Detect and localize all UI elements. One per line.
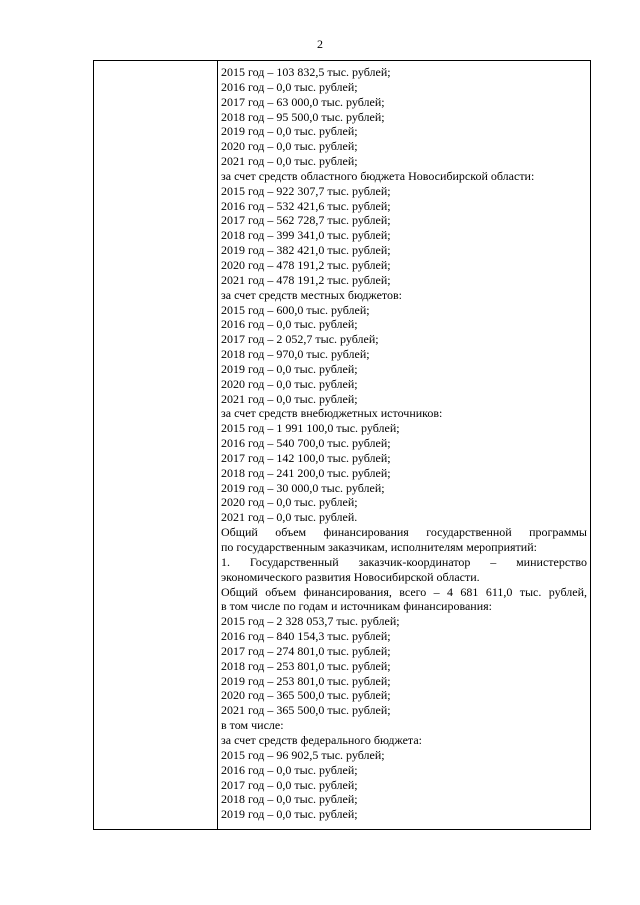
paragraph-customer-line-1: 1. Государственный заказчик-координатор – министерство — [221, 554, 587, 569]
funding-year-row: 2021 год – 365 500,0 тыс. рублей; — [221, 703, 391, 718]
funding-year-row: 2020 год – 365 500,0 тыс. рублей; — [221, 688, 391, 703]
funding-year-row: 2016 год – 0,0 тыс. рублей; — [221, 79, 358, 94]
funding-year-row: 2017 год – 562 728,7 тыс. рублей; — [221, 213, 391, 228]
heading-extrabudgetary: за счет средств внебюджетных источников: — [221, 406, 443, 421]
funding-year-row: 2021 год – 478 191,2 тыс. рублей; — [221, 272, 391, 287]
funding-year-row: 2018 год – 95 500,0 тыс. рублей; — [221, 109, 385, 124]
funding-year-row: 2017 год – 142 100,0 тыс. рублей; — [221, 450, 391, 465]
funding-year-row: 2019 год – 0,0 тыс. рублей; — [221, 361, 358, 376]
passport-table — [93, 60, 591, 830]
funding-year-row: 2015 год – 600,0 тыс. рублей; — [221, 302, 370, 317]
funding-year-row: 2020 год – 478 191,2 тыс. рублей; — [221, 257, 391, 272]
funding-year-row: 2017 год – 0,0 тыс. рублей; — [221, 777, 358, 792]
funding-year-row: 2020 год – 0,0 тыс. рублей; — [221, 495, 358, 510]
funding-year-row: 2015 год – 1 991 100,0 тыс. рублей; — [221, 421, 400, 436]
heading-federal-budget: за счет средств федерального бюджета: — [221, 732, 422, 747]
heading-local-budget: за счет средств местных бюджетов: — [221, 287, 402, 302]
funding-year-row: 2015 год – 96 902,5 тыс. рублей; — [221, 747, 385, 762]
funding-year-row: 2016 год – 840 154,3 тыс. рублей; — [221, 629, 391, 644]
paragraph-volume-line-1: Общий объем финансирования, всего – 4 681 611,0 тыс. рублей, — [221, 584, 587, 599]
funding-year-row: 2018 год – 253 801,0 тыс. рублей; — [221, 658, 391, 673]
table-right-cell — [221, 65, 587, 829]
funding-list-local — [221, 303, 587, 407]
funding-year-row: 2016 год – 0,0 тыс. рублей; — [221, 317, 358, 332]
funding-list-previous — [221, 65, 587, 169]
funding-year-row: 2018 год – 970,0 тыс. рублей; — [221, 347, 370, 362]
funding-year-row: 2018 год – 399 341,0 тыс. рублей; — [221, 228, 391, 243]
funding-year-row: 2021 год – 0,0 тыс. рублей; — [221, 391, 358, 406]
funding-list-total — [221, 614, 587, 718]
table-left-cell — [94, 61, 217, 829]
funding-year-row: 2017 год – 63 000,0 тыс. рублей; — [221, 94, 385, 109]
funding-year-row: 2021 год – 0,0 тыс. рублей. — [221, 510, 358, 525]
funding-year-row: 2018 год – 241 200,0 тыс. рублей; — [221, 465, 391, 480]
funding-list-extrabudgetary — [221, 421, 587, 525]
funding-year-row: 2015 год – 103 832,5 тыс. рублей; — [221, 65, 391, 79]
funding-year-row: 2017 год – 274 801,0 тыс. рублей; — [221, 643, 391, 658]
funding-list-regional — [221, 184, 587, 288]
funding-year-row: 2019 год – 382 421,0 тыс. рублей; — [221, 243, 391, 258]
funding-year-row: 2015 год – 922 307,7 тыс. рублей; — [221, 183, 391, 198]
paragraph-volume-line-2: в том числе по годам и источникам финансирования: — [221, 599, 492, 614]
funding-year-row: 2018 год – 0,0 тыс. рублей; — [221, 792, 358, 807]
heading-including: в том числе: — [221, 718, 284, 733]
funding-year-row: 2020 год – 0,0 тыс. рублей; — [221, 139, 358, 154]
heading-regional-budget: за счет средств областного бюджета Новосибирской области: — [221, 168, 535, 183]
funding-year-row: 2016 год – 0,0 тыс. рублей; — [221, 762, 358, 777]
page-number: 2 — [317, 37, 323, 51]
funding-year-row: 2019 год – 30 000,0 тыс. рублей; — [221, 480, 385, 495]
funding-year-row: 2021 год – 0,0 тыс. рублей; — [221, 154, 358, 169]
funding-year-row: 2020 год – 0,0 тыс. рублей; — [221, 376, 358, 391]
funding-year-row: 2019 год – 253 801,0 тыс. рублей; — [221, 673, 391, 688]
funding-year-row: 2019 год – 0,0 тыс. рублей; — [221, 124, 358, 139]
paragraph-total-line-2: по государственным заказчикам, исполнителям мероприятий: — [221, 540, 537, 554]
paragraph-total-line-1: Общий объем финансирования государственной программы — [221, 525, 587, 540]
funding-year-row: 2019 год – 0,0 тыс. рублей; — [221, 807, 358, 822]
paragraph-customer-line-2: экономического развития Новосибирской области. — [221, 569, 480, 584]
funding-year-row: 2016 год – 540 700,0 тыс. рублей; — [221, 436, 391, 451]
funding-year-row: 2016 год – 532 421,6 тыс. рублей; — [221, 198, 391, 213]
column-divider — [217, 61, 218, 829]
funding-list-federal — [221, 748, 587, 822]
funding-year-row: 2015 год – 2 328 053,7 тыс. рублей; — [221, 614, 400, 629]
funding-year-row: 2017 год – 2 052,7 тыс. рублей; — [221, 332, 379, 347]
